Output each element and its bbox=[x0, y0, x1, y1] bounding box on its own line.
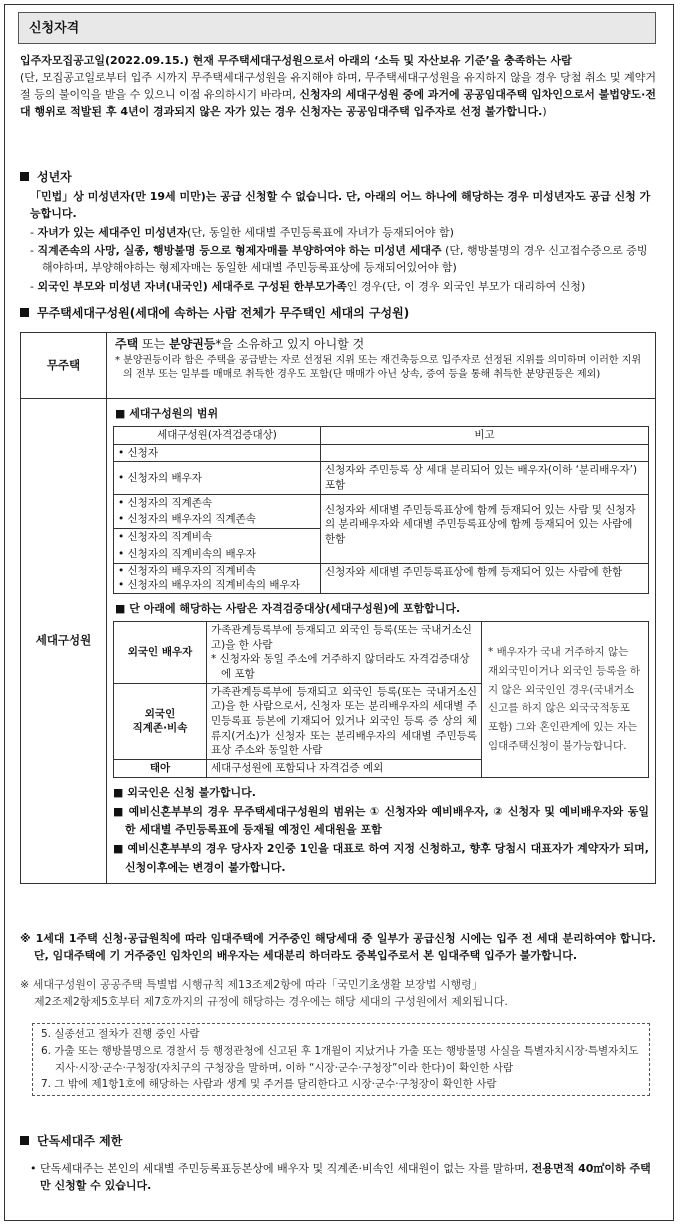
scope-row: • 신청자 bbox=[114, 444, 321, 462]
scope-row: • 신청자의 배우자 bbox=[114, 462, 321, 494]
section-title: 신청자격 bbox=[18, 12, 656, 44]
member-label: 세대구성원 bbox=[21, 399, 107, 884]
note-one-household: ※ 1세대 1주택 신청·공급원칙에 따라 임대주택에 거주중인 해당세대 중 일부가 공급신청 시에는 입주 전 세대 분리하여야 합니다. 단, 임대주택에 기 거주중인 임차인의 배우자는 세대분리 하더라도 중복입주로서 본 임대주택 입주가 불가합니다. bbox=[20, 932, 656, 963]
intro-paragraph: 입주자모집공고일(2022.09.15.) 현재 무주택세대구성원으로서 아래의 ‘소득 및 자산보유 기준’을 충족하는 사람 (단, 모집공고일로부터 입주 시까지 무주택세대구성원을 유지해야 하며, 무주택세대구성원을 유지하지 않을 경우 당첨 취소 및 계약거절 등의 불이익을 받을 수 있으니 이점 유의하시기 바라며, 신청자의 세대구성원 중에 과거에 공공임대주택 임차인으로서 불법양도·전대 행위로 적발된 후 4년이 경과되지 않은 자가 있는 경우 신청자는 공공임대주택 입주자로 선정 불가합니다.) bbox=[20, 54, 656, 119]
include-heading: ■ 단 아래에 해당하는 사람은 자격검증대상(세대구성원)에 포함합니다. bbox=[115, 601, 461, 615]
nohouse-content: 주택 또는 분양권등*을 소유하고 있지 아니할 것 * 분양권등이라 함은 주택을 공급받는 자로 선정된 지위 또는 재건축등으로 입주자로 선정된 지위를 의미하며 이러한 지위의 전부 또는 일부를 매매로 취득한 경우도 포함(단 매매가 아닌 상속, 증여 등을 통해 취득한 분양권등은 제외) bbox=[107, 333, 656, 399]
foreign-lineal-label: 외국인 직계존·비속 bbox=[114, 683, 207, 759]
square-bullet-icon bbox=[20, 308, 29, 317]
square-bullet-icon bbox=[20, 1136, 29, 1145]
foreign-lineal-text: 가족관계등록부에 등재되고 외국인 등록(또는 국내거소신고)을 한 사람으로서, 신청자 또는 분리배우자의 세대별 주민등록표 등본에 기재되어 있거나 외국인 등록 증 상의 체류지(거소)가 신청자 또는 분리배우자의 세대별 주민등록표상 주소와 동일한 사람 bbox=[207, 683, 482, 759]
adult-item-3: - 외국인 부모와 미성년 자녀(내국인) 세대주로 구성된 한부모가족인 경우(단, 이 경우 외국인 부모가 대리하여 신청) bbox=[30, 280, 586, 293]
list-item: 5. 실종선고 절차가 진행 중인 사람 bbox=[41, 1028, 200, 1040]
scope-col2-header: 비고 bbox=[321, 427, 649, 445]
adult-item-1: - 자녀가 있는 세대주인 미성년자(단, 동일한 세대별 주민등록표에 자녀가 등재되어야 함) bbox=[30, 226, 454, 239]
list-item: 7. 그 밖에 제1항1호에 해당하는 사람과 생계 및 주거를 달리한다고 시장·군수·구청장이 확인한 사람 bbox=[41, 1078, 497, 1091]
square-bullet-icon: ■ bbox=[115, 601, 126, 615]
fetus-label: 태아 bbox=[114, 760, 207, 778]
foreign-spouse-text: 가족관계등록부에 등재되고 외국인 등록(또는 국내거소신고)을 한 사람 * 신청자와 동일 주소에 거주하지 않더라도 자격검증대상에 포함 bbox=[207, 621, 482, 683]
scope-row: • 신청자의 직계존속 • 신청자의 배우자의 직계존속 • 신청자의 직계비속 • 신청자의 직계비속의 배우자 bbox=[114, 494, 321, 563]
square-bullet-icon: ■ bbox=[115, 407, 126, 420]
exclusion-box bbox=[32, 1023, 650, 1096]
list-item: ■ 외국인은 신청 불가합니다. bbox=[113, 785, 256, 799]
adult-item-2: - 직계존속의 사망, 실종, 행방불명 등으로 형제자매를 부양하여야 하는 미성년 세대주 (단, 행방불명의 경우 신고접수증으로 증빙해야하며, 부양해야하는 형제자매는 동일한 세대별 주민등록표상에 등재되어있어야 함) bbox=[30, 244, 648, 275]
note-exclusion: ※ 세대구성원이 공공주택 특별법 시행규칙 제13조제2항에 따라「국민기초생활 보장법 시행령」 제2조제2항제5호부터 제7호까지의 규정에 해당하는 경우에는 해당 세대의 구성원에서 제외됩니다. bbox=[20, 978, 508, 1009]
scope-note: 신청자와 주민등록 상 세대 분리되어 있는 배우자(이하 ‘분리배우자’) 포함 bbox=[321, 462, 649, 494]
scope-note: 신청자와 세대별 주민등록표상에 함께 등재되어 있는 사람 및 신청자의 분리배우자와 세대별 주민등록표상에 함께 등재되어 있는 사람에 한함 bbox=[321, 494, 649, 563]
foreign-spouse-label: 외국인 배우자 bbox=[114, 621, 207, 683]
household-table bbox=[20, 332, 656, 884]
adult-main-text: 「민법」상 미성년자(만 19세 미만)는 공급 신청할 수 없습니다. 단, 아래의 어느 하나에 해당하는 경우 미성년자도 공급 신청 가능합니다. bbox=[30, 190, 651, 221]
single-heading: 단독세대주 제한 bbox=[20, 1132, 122, 1151]
member-bullets bbox=[113, 784, 649, 877]
square-bullet-icon bbox=[20, 172, 29, 181]
square-bullet-icon: ■ bbox=[113, 841, 124, 855]
list-item: ■ 예비신혼부부의 경우 무주택세대구성원의 범위는 ① 신청자와 예비배우자, ② 신청자 및 예비배우자와 동일한 세대별 주민등록표에 등재될 예정인 세대원을 포함 bbox=[113, 804, 649, 837]
square-bullet-icon: ■ bbox=[113, 785, 124, 799]
scope-note: 신청자와 세대별 주민등록표상에 함께 등재되어 있는 사람에 한함 bbox=[321, 563, 649, 593]
scope-row: • 신청자의 배우자의 직계비속 • 신청자의 배우자의 직계비속의 배우자 bbox=[114, 563, 321, 593]
list-item: 6. 가출 또는 행방불명으로 경찰서 등 행정관청에 신고된 후 1개월이 지났거나 가출 또는 행방불명 사실을 특별자치시장·특별자치도지사·시장·군수·구청장(자치구의 구청장을 말하며, 이하 “시장·군수·구청장”이라 한다)이 확인한 사람 bbox=[41, 1044, 639, 1074]
scope-heading: ■ 세대구성원의 범위 bbox=[115, 407, 219, 420]
scope-note bbox=[321, 444, 649, 462]
household-heading: 무주택세대구성원(세대에 속하는 사람 전체가 무주택인 세대의 구성원) bbox=[20, 304, 409, 323]
scope-table bbox=[113, 426, 649, 594]
side-note: * 배우자가 국내 거주하지 않는 재외국민이거나 외국인 등록을 하지 않은 외국인인 경우(국내거소신고를 하지 않은 외국국적동포 포함) 그와 혼인관계에 있는 자는 임대주택신청이 불가능합니다. bbox=[482, 621, 649, 777]
member-content bbox=[107, 399, 656, 884]
fetus-text: 세대구성원에 포함되나 자격검증 예외 bbox=[207, 760, 482, 778]
nohouse-note: * 분양권등이라 함은 주택을 공급받는 자로 선정된 지위 또는 재건축등으로 입주자로 선정된 지위를 의미하며 이러한 지위의 전부 또는 일부를 매매로 취득한 경우도 포함(단 매매가 아닌 상속, 증여 등을 통해 취득한 분양권등은 제외) bbox=[115, 354, 642, 380]
adult-heading: 성년자 bbox=[20, 168, 72, 187]
scope-col1-header: 세대구성원(자격검증대상) bbox=[114, 427, 321, 445]
list-item: ■ 예비신혼부부의 경우 당사자 2인중 1인을 대표로 하여 지정 신청하고, 향후 당첨시 대표자가 계약자가 되며, 신청이후에는 변경이 불가합니다. bbox=[113, 841, 649, 874]
square-bullet-icon: ■ bbox=[113, 804, 125, 818]
include-table bbox=[113, 621, 649, 778]
nohouse-label: 무주택 bbox=[21, 333, 107, 399]
single-text: • 단독세대주는 본인의 세대별 주민등록표등본상에 배우자 및 직계존·비속인 세대원이 없는 자를 말하며, 전용면적 40㎡이하 주택만 신청할 수 있습니다. bbox=[30, 1162, 651, 1193]
